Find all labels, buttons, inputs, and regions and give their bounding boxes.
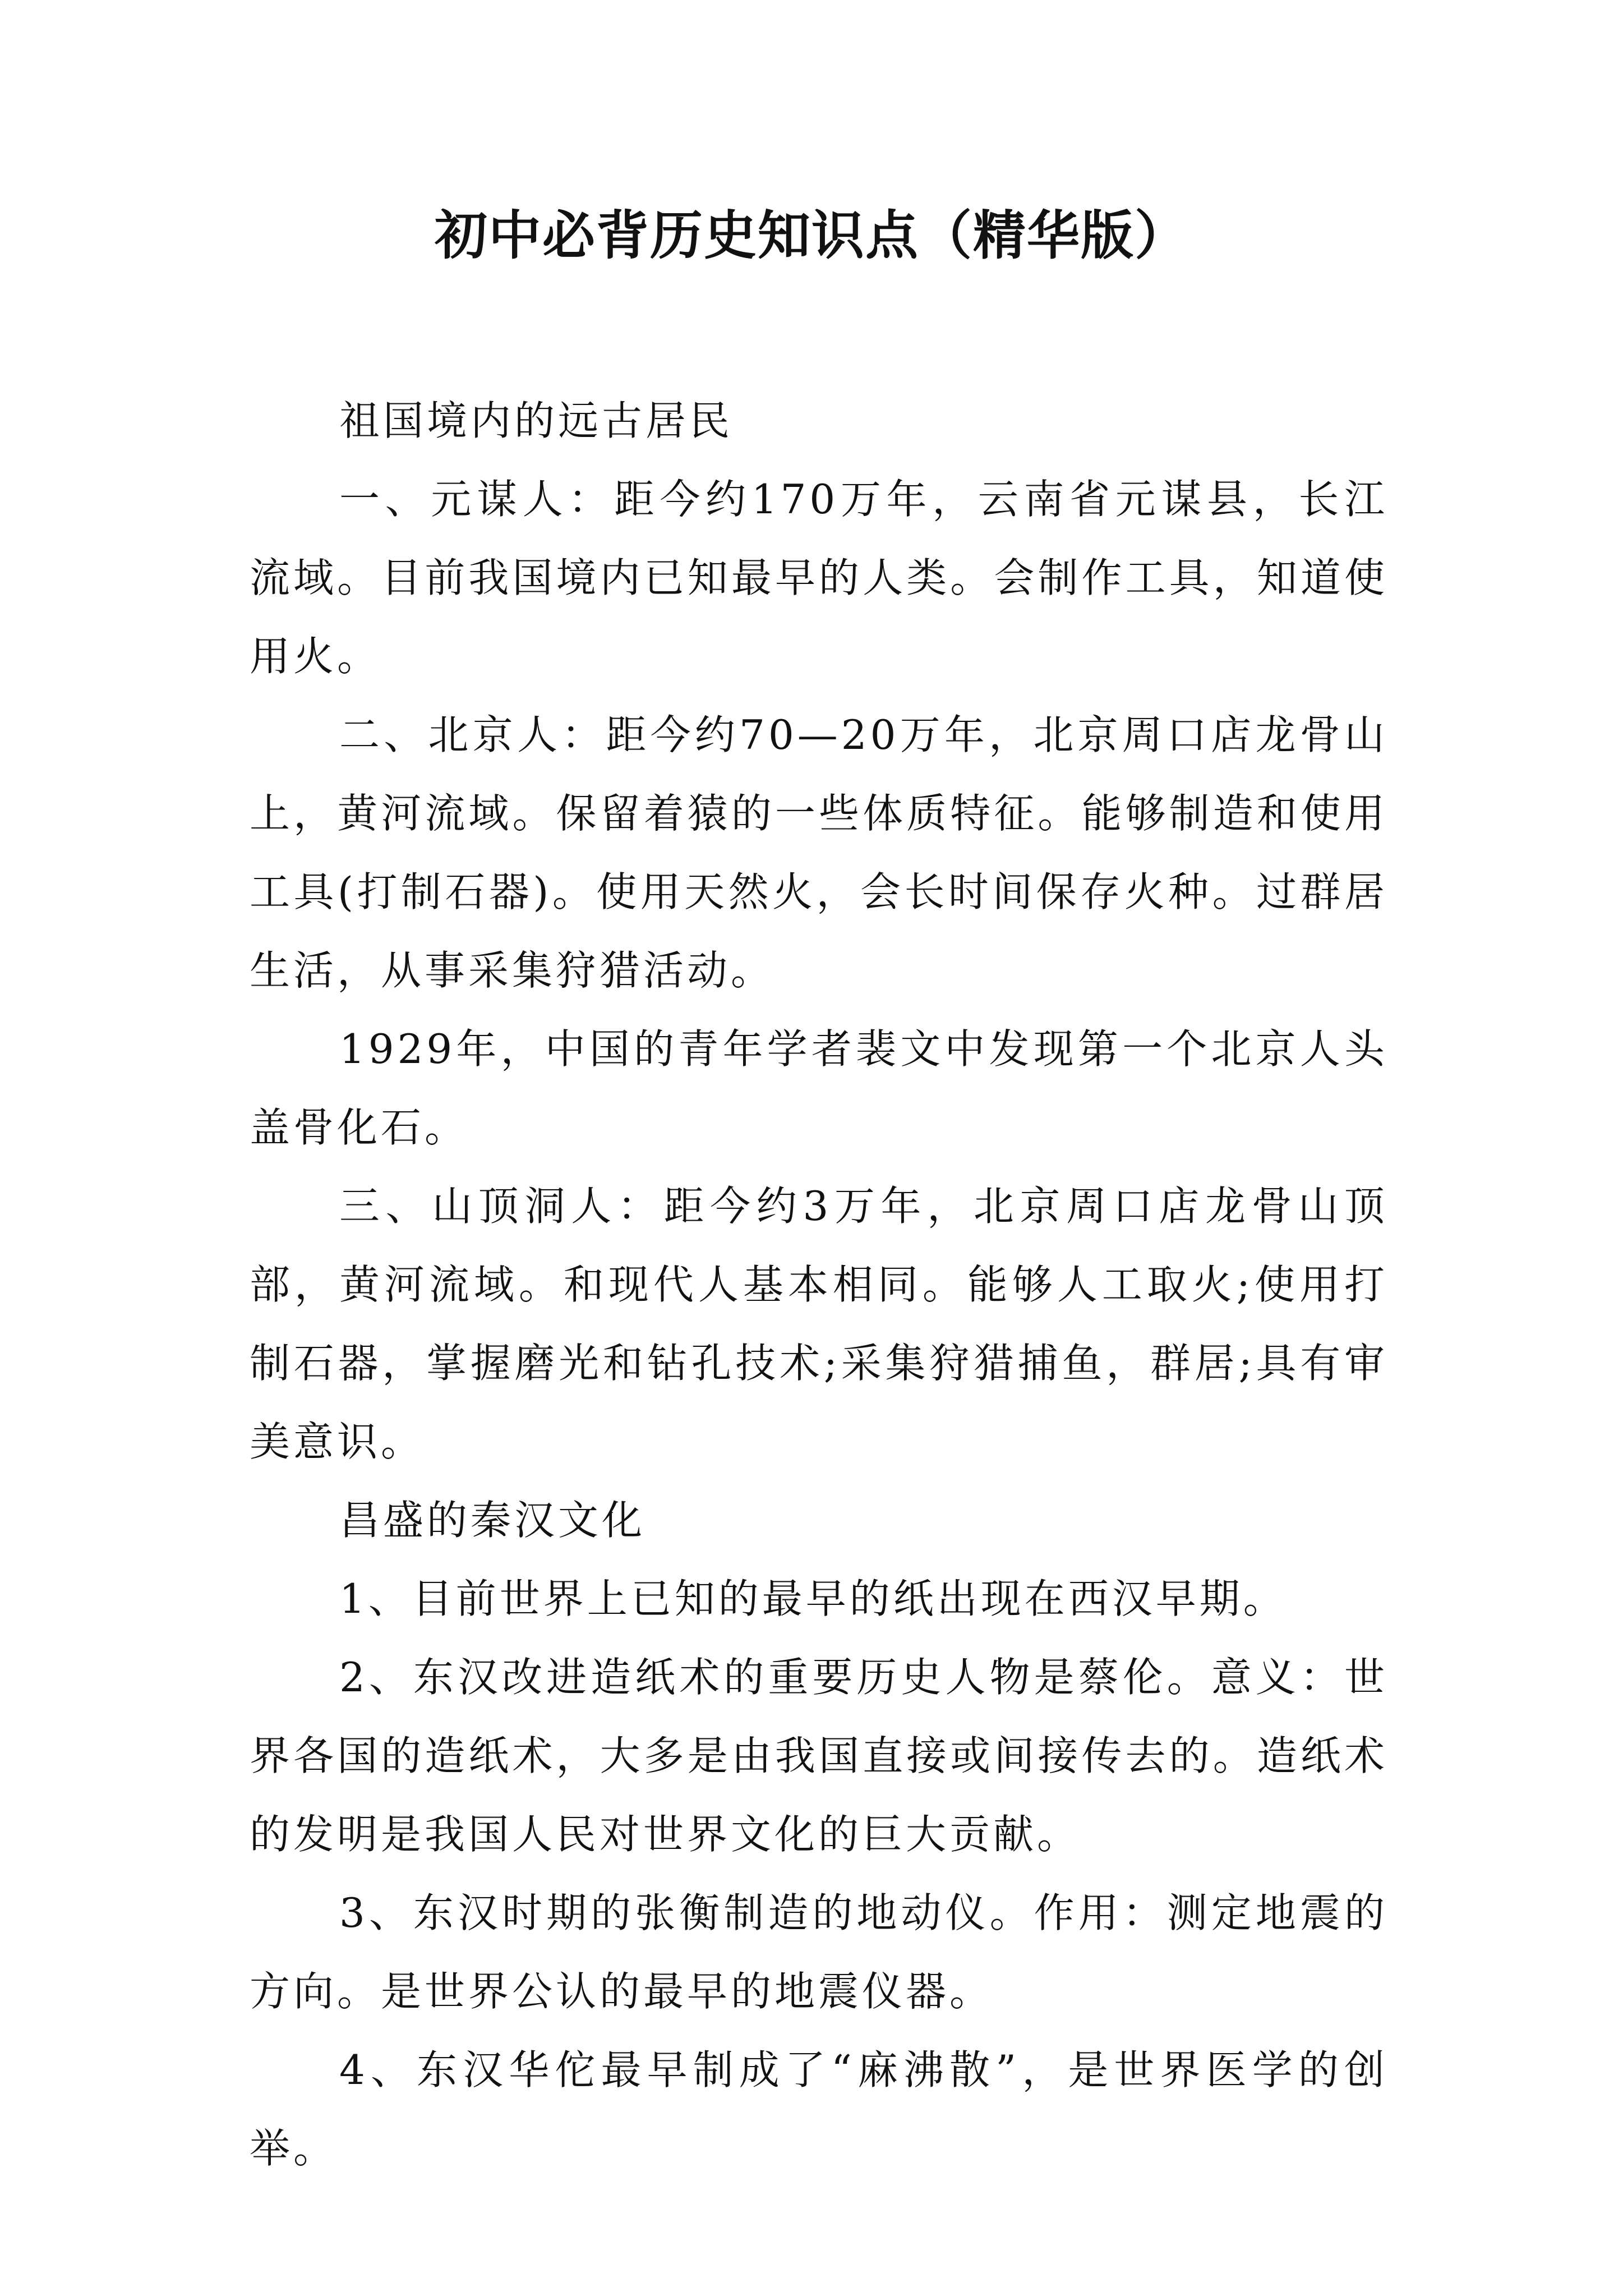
paragraph-pei-wenzhong-discovery: 1929年，中国的青年学者裴文中发现第一个北京人头盖骨化石。 [250,1025,1388,1151]
section-heading-ancient-residents: 祖国境内的远古居民 [339,397,734,444]
paragraph-zhang-heng-seismograph: 3、东汉时期的张衡制造的地动仪。作用：测定地震的方向。是世界公认的最早的地震仪器。 [250,1889,1388,2015]
paragraph-hua-tuo-mafeisan: 4、东汉华佗最早制成了“麻沸散”，是世界医学的创举。 [250,2046,1388,2172]
paragraph-yuanmou-man: 一、元谋人：距今约170万年，云南省元谋县，长江流域。目前我国境内已知最早的人类。会制作工具，知道使用火。 [250,476,1388,680]
paragraph-upper-cave-man: 三、山顶洞人：距今约3万年，北京周口店龙骨山顶部，黄河流域。和现代人基本相同。能够人工取火;使用打制石器，掌握磨光和钻孔技术;采集狩猎捕鱼，群居;具有审美意识。 [250,1182,1388,1465]
paragraph-cai-lun: 2、东汉改进造纸术的重要历史人物是蔡伦。意义：世界各国的造纸术，大多是由我国直接或间接传去的。造纸术的发明是我国人民对世界文化的巨大贡献。 [250,1654,1388,1858]
paragraph-earliest-paper: 1、目前世界上已知的最早的纸出现在西汉早期。 [339,1575,1287,1622]
document-title: 初中必背历史知识点（精华版） [434,205,1188,266]
section-heading-qin-han-culture: 昌盛的秦汉文化 [339,1497,646,1544]
document-body [250,381,1388,2188]
paragraph-peking-man: 二、北京人：距今约70—20万年，北京周口店龙骨山上，黄河流域。保留着猿的一些体质特征。能够制造和使用工具(打制石器)。使用天然火，会长时间保存火种。过群居生活，从事采集狩猎活动。 [250,711,1388,994]
